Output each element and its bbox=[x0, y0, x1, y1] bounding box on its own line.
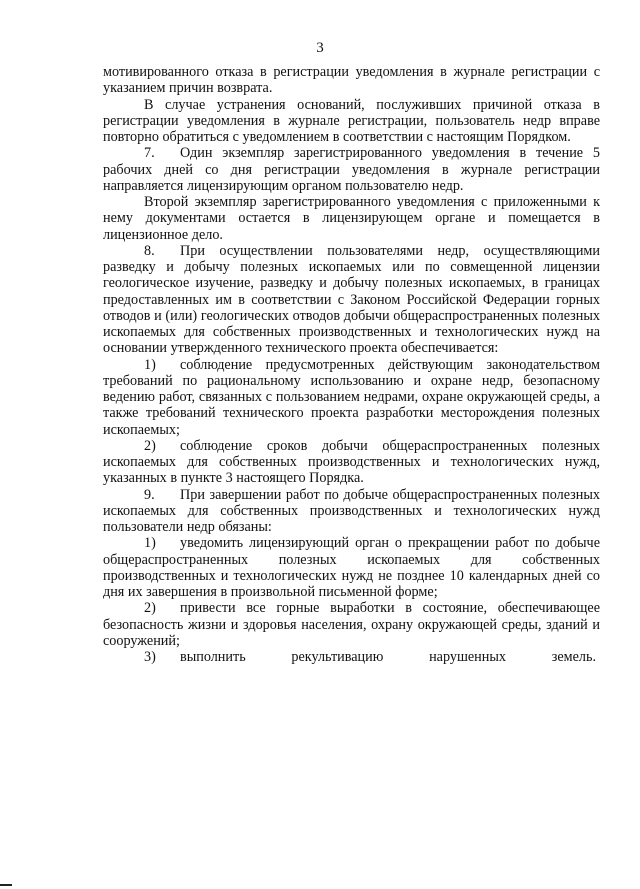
paragraph-second-copy bbox=[103, 194, 600, 243]
item-text: привести все горные выработки в состояние, обеспечивающее безопасность жизни и здоровья населения, охрану окружающей среды, зданий и сооружений; bbox=[103, 600, 600, 649]
item-text: соблюдение предусмотренных действующим законодательством требований по рациональному использованию и охране недр, безопасному ведению работ, связанных с пользованием недрами, охране окружающей среды, а также требований технического проекта разработки месторождения полезных ископаемых; bbox=[103, 356, 600, 438]
clause-text: При осуществлении пользователями недр, осуществляющими разведку и добычу полезных ископаемых или по совмещенной лицензии геологическое изучение, разведку и добычу полезных ископаемых, в границах предоставленных им в соответствии с Законом Российской Федерации горных отводов и (или) геологических отводов добычи общераспространенных полезных ископаемых для собственных производственных и технологических нужд на основании утвержденного технического проекта обеспечивается: bbox=[103, 242, 600, 357]
item-number: 2) bbox=[144, 437, 156, 454]
clause-8-item-1 bbox=[103, 357, 600, 438]
clause-8 bbox=[103, 243, 600, 357]
clause-8-item-2 bbox=[103, 438, 600, 487]
clause-number: 8. bbox=[144, 242, 155, 259]
item-number: 1) bbox=[144, 535, 156, 552]
clause-text: Один экземпляр зарегистрированного уведомления в течение 5 рабочих дней со дня регистрации уведомления в журнале регистрации направляется лицензирующим органом пользователю недр. bbox=[103, 145, 600, 194]
paragraph-continuation bbox=[103, 64, 600, 97]
clause-9-item-3 bbox=[103, 649, 596, 665]
page-number: 3 bbox=[316, 40, 324, 56]
item-number: 3) bbox=[144, 649, 156, 665]
clause-9-item-1 bbox=[103, 535, 600, 600]
clause-number: 9. bbox=[144, 486, 155, 503]
paragraph-refusal-grounds bbox=[103, 97, 600, 146]
paragraph-text: мотивированного отказа в регистрации уведомления в журнале регистрации с указанием причин возврата. bbox=[103, 64, 600, 97]
item-text: соблюдение сроков добычи общераспространенных полезных ископаемых для собственных производственных и технологических нужд, указанных в пункте 3 настоящего Порядка. bbox=[103, 437, 600, 487]
scan-edge-mark bbox=[0, 884, 12, 886]
item-text: уведомить лицензирующий орган о прекращении работ по добыче общераспространенных полезных ископаемых для собственных производственных и технологических нужд не позднее 10 календарных дней со дня их завершения в произвольной письменной форме; bbox=[103, 535, 600, 600]
item-number: 1) bbox=[144, 356, 156, 373]
item-number: 2) bbox=[144, 600, 156, 617]
clause-text: При завершении работ по добыче общераспространенных полезных ископаемых для собственных производственных и технологических нужд пользователи недр обязаны: bbox=[103, 486, 600, 535]
clause-9-item-2 bbox=[103, 600, 600, 649]
clause-number: 7. bbox=[144, 145, 155, 162]
clause-9 bbox=[103, 487, 600, 536]
item-text: выполнить рекультивацию нарушенных земель. bbox=[180, 649, 596, 665]
clause-7 bbox=[103, 145, 600, 194]
document-body bbox=[103, 64, 600, 665]
paragraph-text: Второй экземпляр зарегистрированного уведомления с приложенными к нему документами остается в лицензирующем органе и помещается в лицензионное дело. bbox=[103, 194, 600, 243]
paragraph-text: В случае устранения оснований, послуживших причиной отказа в регистрации уведомления в журнале регистрации, пользователь недр вправе повторно обратиться с уведомлением в соответствии с настоящим Порядком. bbox=[103, 96, 600, 145]
